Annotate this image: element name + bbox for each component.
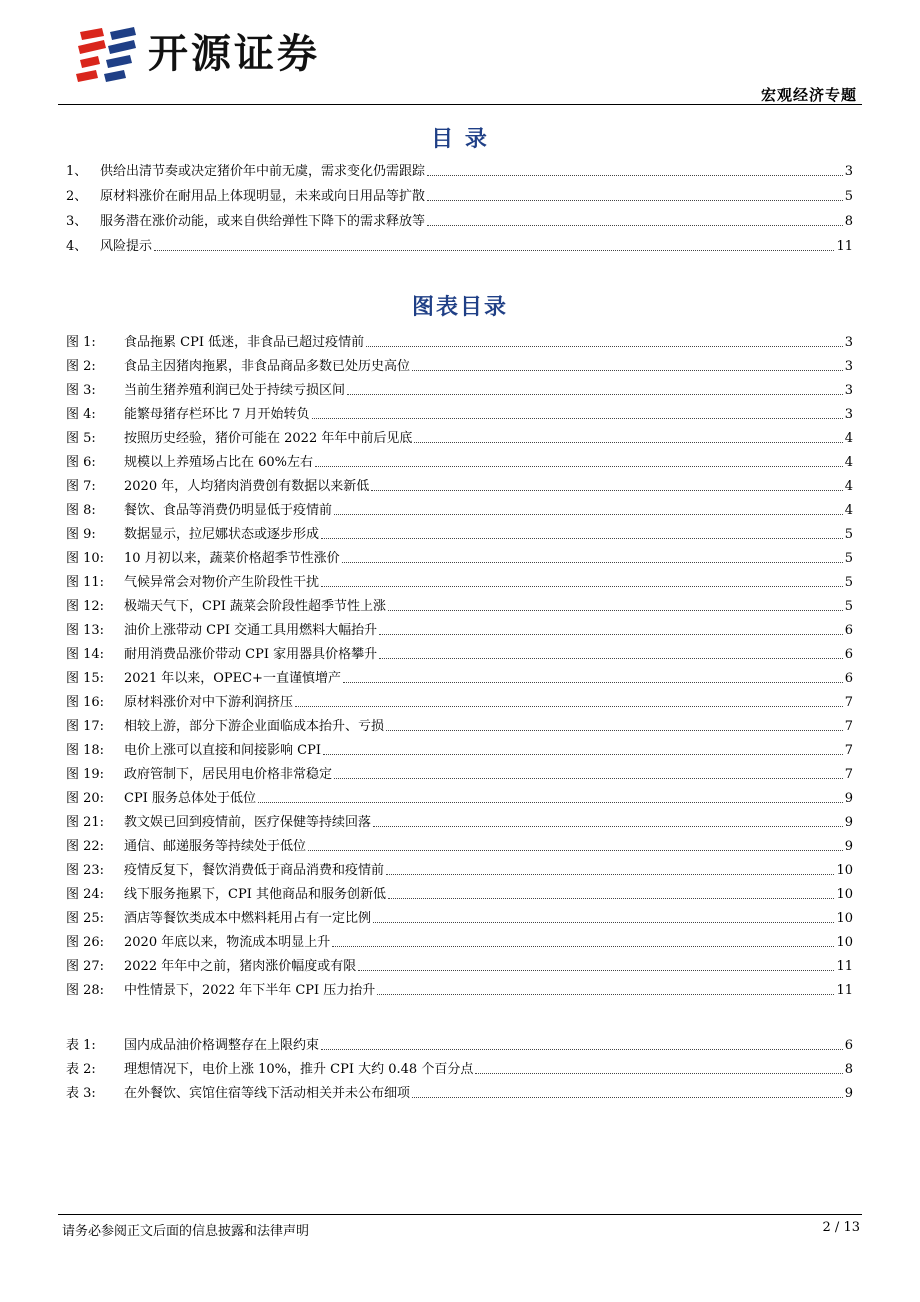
figure-entry-number: 图 28: bbox=[66, 983, 105, 998]
dot-leader bbox=[321, 586, 843, 587]
figure-entry-number: 图 24: bbox=[66, 887, 105, 902]
figure-entry-text: 相较上游，部分下游企业面临成本抬升、亏损 bbox=[124, 719, 385, 734]
figure-entry-number: 图 18: bbox=[66, 743, 105, 758]
figure-entry-text: 能繁母猪存栏环比 7 月开始转负 bbox=[124, 407, 310, 422]
company-name: 开源证券 bbox=[148, 31, 320, 77]
figure-entry-text: 教文娱已回到疫情前，医疗保健等持续回落 bbox=[124, 815, 372, 830]
table-entry-text: 国内成品油价格调整存在上限约束 bbox=[124, 1038, 320, 1053]
dot-leader bbox=[373, 826, 843, 827]
figure-entry-text: 原材料涨价对中下游利润挤压 bbox=[124, 695, 294, 710]
figure-entry-page: 3 bbox=[844, 359, 853, 374]
table-entry-number: 表 1: bbox=[66, 1038, 96, 1053]
figure-entry-page: 5 bbox=[844, 599, 853, 614]
toc-entry-page: 11 bbox=[836, 239, 853, 254]
figure-entry-text: 按照历史经验，猪价可能在 2022 年年中前后见底 bbox=[124, 431, 413, 446]
dot-leader bbox=[334, 778, 843, 779]
figure-entry-page: 5 bbox=[844, 551, 853, 566]
figure-entry[interactable] bbox=[66, 859, 853, 879]
table-entry[interactable] bbox=[66, 1034, 853, 1054]
figure-entry[interactable] bbox=[66, 907, 853, 927]
figure-entry-number: 图 23: bbox=[66, 863, 105, 878]
dot-leader bbox=[321, 1049, 843, 1050]
figure-entry-text: 中性情景下，2022 年下半年 CPI 压力抬升 bbox=[124, 983, 376, 998]
figure-entry-page: 9 bbox=[844, 791, 853, 806]
figure-entry-text: 极端天气下，CPI 蔬菜会阶段性超季节性上涨 bbox=[124, 599, 386, 614]
figure-entry-text: 2020 年，人均猪肉消费创有数据以来新低 bbox=[124, 479, 370, 494]
figure-entry-page: 3 bbox=[844, 407, 853, 422]
figure-entry-page: 4 bbox=[844, 479, 853, 494]
header-divider bbox=[58, 104, 862, 105]
dot-leader bbox=[258, 802, 843, 803]
toc-entry-number: 2、 bbox=[66, 189, 88, 204]
figure-entry[interactable] bbox=[66, 571, 853, 591]
dot-leader bbox=[154, 250, 834, 251]
toc-entry-number: 1、 bbox=[66, 164, 88, 179]
toc-entry-page: 3 bbox=[844, 164, 853, 179]
dot-leader bbox=[334, 514, 843, 515]
figure-entry-number: 图 14: bbox=[66, 647, 105, 662]
dot-leader bbox=[295, 706, 843, 707]
dot-leader bbox=[379, 634, 843, 635]
figure-entry-page: 4 bbox=[844, 503, 853, 518]
figure-entry-text: 当前生猪养殖利润已处于持续亏损区间 bbox=[124, 383, 346, 398]
figure-entry-text: 规模以上养殖场占比在 60%左右 bbox=[124, 455, 314, 470]
table-entry-page: 8 bbox=[844, 1062, 853, 1077]
figure-entry[interactable] bbox=[66, 595, 853, 615]
figure-entry-page: 6 bbox=[844, 647, 853, 662]
company-logo-icon bbox=[74, 26, 138, 82]
figure-entry[interactable] bbox=[66, 739, 853, 759]
figure-entry[interactable] bbox=[66, 547, 853, 567]
dot-leader bbox=[386, 874, 834, 875]
figure-entry-number: 图 15: bbox=[66, 671, 105, 686]
figure-entry-page: 7 bbox=[844, 695, 853, 710]
figure-entry-text: 食品拖累 CPI 低迷，非食品已超过疫情前 bbox=[124, 335, 365, 350]
dot-leader bbox=[379, 658, 843, 659]
figure-entry-number: 图 22: bbox=[66, 839, 105, 854]
toc-entry-number: 3、 bbox=[66, 214, 88, 229]
figure-entry-number: 图 27: bbox=[66, 959, 105, 974]
dot-leader bbox=[414, 442, 842, 443]
figure-entry-text: 2022 年年中之前，猪肉涨价幅度或有限 bbox=[124, 959, 357, 974]
figure-entry[interactable] bbox=[66, 403, 853, 423]
table-entry-text: 在外餐饮、宾馆住宿等线下活动相关并未公布细项 bbox=[124, 1086, 411, 1101]
figure-entry-number: 图 17: bbox=[66, 719, 105, 734]
figure-entry-text: 线下服务拖累下，CPI 其他商品和服务创新低 bbox=[124, 887, 386, 902]
dot-leader bbox=[323, 754, 843, 755]
table-entry[interactable] bbox=[66, 1082, 853, 1102]
figure-entry-page: 9 bbox=[844, 815, 853, 830]
figure-entry-number: 图 16: bbox=[66, 695, 105, 710]
figure-entry[interactable] bbox=[66, 955, 853, 975]
dot-leader bbox=[412, 370, 843, 371]
figure-entry-page: 3 bbox=[844, 383, 853, 398]
figure-entry[interactable] bbox=[66, 931, 853, 951]
figure-entry[interactable] bbox=[66, 835, 853, 855]
dot-leader bbox=[475, 1073, 842, 1074]
figure-entry-number: 图 26: bbox=[66, 935, 105, 950]
figure-entry-page: 4 bbox=[844, 455, 853, 470]
dot-leader bbox=[371, 490, 843, 491]
figure-entry-page: 7 bbox=[844, 767, 853, 782]
figure-entry-page: 9 bbox=[844, 839, 853, 854]
dot-leader bbox=[386, 730, 843, 731]
figure-entry-text: 2020 年底以来，物流成本明显上升 bbox=[124, 935, 331, 950]
figure-entry-number: 图 5: bbox=[66, 431, 96, 446]
figure-entry[interactable] bbox=[66, 763, 853, 783]
figure-entry-text: 10 月初以来，蔬菜价格超季节性涨价 bbox=[124, 551, 340, 566]
figure-entry-text: 疫情反复下，餐饮消费低于商品消费和疫情前 bbox=[124, 863, 385, 878]
figure-entry-page: 10 bbox=[836, 911, 853, 926]
figure-entry-number: 图 20: bbox=[66, 791, 105, 806]
dot-leader bbox=[332, 946, 834, 947]
dot-leader bbox=[373, 922, 834, 923]
dot-leader bbox=[312, 418, 843, 419]
toc-entry[interactable] bbox=[66, 210, 853, 230]
figure-entry-number: 图 13: bbox=[66, 623, 105, 638]
figure-entry-page: 10 bbox=[836, 935, 853, 950]
figure-entry-page: 11 bbox=[836, 959, 853, 974]
figure-entry-page: 5 bbox=[844, 575, 853, 590]
figure-entry[interactable] bbox=[66, 979, 853, 999]
figure-entry[interactable] bbox=[66, 499, 853, 519]
dot-leader bbox=[388, 898, 834, 899]
figure-entry-number: 图 11: bbox=[66, 575, 105, 590]
dot-leader bbox=[321, 538, 843, 539]
figure-entry[interactable] bbox=[66, 715, 853, 735]
dot-leader bbox=[427, 200, 843, 201]
figure-entry-number: 图 19: bbox=[66, 767, 105, 782]
figure-entry-number: 图 9: bbox=[66, 527, 96, 542]
figure-entry-number: 图 21: bbox=[66, 815, 105, 830]
figure-entry[interactable] bbox=[66, 691, 853, 711]
figure-entry-page: 6 bbox=[844, 671, 853, 686]
toc-entry[interactable] bbox=[66, 185, 853, 205]
toc-entry-page: 8 bbox=[844, 214, 853, 229]
toc-entry-number: 4、 bbox=[66, 239, 88, 254]
figure-entry-text: 油价上涨带动 CPI 交通工具用燃料大幅抬升 bbox=[124, 623, 378, 638]
dot-leader bbox=[343, 682, 843, 683]
table-entry-number: 表 2: bbox=[66, 1062, 96, 1077]
dot-leader bbox=[308, 850, 843, 851]
figure-entry-number: 图 12: bbox=[66, 599, 105, 614]
figure-entry-page: 3 bbox=[844, 335, 853, 350]
figure-entry[interactable] bbox=[66, 355, 853, 375]
table-entry-number: 表 3: bbox=[66, 1086, 96, 1101]
toc-entry-text: 风险提示 bbox=[100, 239, 153, 254]
figure-entry[interactable] bbox=[66, 523, 853, 543]
figure-entry-page: 7 bbox=[844, 719, 853, 734]
page-indicator: 2 / 13 bbox=[822, 1220, 860, 1235]
dot-leader bbox=[377, 994, 834, 995]
figure-toc-title: 图表目录 bbox=[411, 294, 508, 320]
figure-entry-text: 酒店等餐饮类成本中燃料耗用占有一定比例 bbox=[124, 911, 372, 926]
report-category: 宏观经济专题 bbox=[760, 86, 857, 104]
toc-entry-text: 供给出清节奏或决定猪价年中前无虞，需求变化仍需跟踪 bbox=[100, 164, 426, 179]
figure-entry[interactable] bbox=[66, 883, 853, 903]
figure-entry-number: 图 25: bbox=[66, 911, 105, 926]
figure-entry-text: 气候异常会对物价产生阶段性干扰 bbox=[124, 575, 320, 590]
dot-leader bbox=[315, 466, 843, 467]
toc-entry[interactable] bbox=[66, 235, 853, 255]
dot-leader bbox=[412, 1097, 843, 1098]
footer-disclaimer: 请务必参阅正文后面的信息披露和法律声明 bbox=[62, 1224, 310, 1239]
figure-entry-page: 7 bbox=[844, 743, 853, 758]
figure-entry[interactable] bbox=[66, 787, 853, 807]
toc-entry[interactable] bbox=[66, 160, 853, 180]
dot-leader bbox=[366, 346, 843, 347]
figure-entry-number: 图 4: bbox=[66, 407, 96, 422]
figure-entry-page: 4 bbox=[844, 431, 853, 446]
table-entry-text: 理想情况下，电价上涨 10%，推升 CPI 大约 0.48 个百分点 bbox=[124, 1062, 474, 1077]
figure-entry[interactable] bbox=[66, 331, 853, 351]
figure-entry[interactable] bbox=[66, 619, 853, 639]
dot-leader bbox=[358, 970, 834, 971]
dot-leader bbox=[347, 394, 843, 395]
figure-entry-page: 10 bbox=[836, 887, 853, 902]
toc-entry-page: 5 bbox=[844, 189, 853, 204]
figure-entry-number: 图 10: bbox=[66, 551, 105, 566]
figure-entry-text: 耐用消费品涨价带动 CPI 家用器具价格攀升 bbox=[124, 647, 378, 662]
toc-title: 目 录 bbox=[431, 126, 489, 152]
figure-entry-number: 图 8: bbox=[66, 503, 96, 518]
figure-entry-page: 6 bbox=[844, 623, 853, 638]
figure-entry-text: 餐饮、食品等消费仍明显低于疫情前 bbox=[124, 503, 333, 518]
figure-entry-text: 2021 年以来，OPEC+一直谨慎增产 bbox=[124, 671, 341, 686]
figure-entry[interactable] bbox=[66, 379, 853, 399]
table-entry-page: 6 bbox=[844, 1038, 853, 1053]
figure-entry[interactable] bbox=[66, 811, 853, 831]
figure-entry-text: 电价上涨可以直接和间接影响 CPI bbox=[124, 743, 321, 758]
figure-entry-number: 图 3: bbox=[66, 383, 96, 398]
figure-entry-text: 数据显示，拉尼娜状态或逐步形成 bbox=[124, 527, 320, 542]
footer-divider bbox=[58, 1214, 862, 1215]
figure-entry-number: 图 1: bbox=[66, 335, 96, 350]
figure-entry-text: CPI 服务总体处于低位 bbox=[124, 791, 256, 806]
figure-entry[interactable] bbox=[66, 475, 853, 495]
figure-entry[interactable] bbox=[66, 427, 853, 447]
figure-entry[interactable] bbox=[66, 667, 853, 687]
dot-leader bbox=[427, 225, 843, 226]
figure-entry-page: 11 bbox=[836, 983, 853, 998]
figure-entry[interactable] bbox=[66, 451, 853, 471]
figure-entry-number: 图 2: bbox=[66, 359, 96, 374]
company-logo bbox=[74, 26, 320, 82]
figure-entry[interactable] bbox=[66, 643, 853, 663]
figure-entry-text: 食品主因猪肉拖累，非食品商品多数已处历史高位 bbox=[124, 359, 411, 374]
dot-leader bbox=[427, 175, 843, 176]
dot-leader bbox=[388, 610, 843, 611]
figure-entry-text: 政府管制下，居民用电价格非常稳定 bbox=[124, 767, 333, 782]
figure-entry-number: 图 7: bbox=[66, 479, 96, 494]
table-entry[interactable] bbox=[66, 1058, 853, 1078]
toc-entry-text: 原材料涨价在耐用品上体现明显，未来或向日用品等扩散 bbox=[100, 189, 426, 204]
figure-entry-text: 通信、邮递服务等持续处于低位 bbox=[124, 839, 307, 854]
figure-entry-page: 5 bbox=[844, 527, 853, 542]
toc-entry-text: 服务潜在涨价动能，或来自供给弹性下降下的需求释放等 bbox=[100, 214, 426, 229]
dot-leader bbox=[342, 562, 843, 563]
table-entry-page: 9 bbox=[844, 1086, 853, 1101]
figure-entry-number: 图 6: bbox=[66, 455, 96, 470]
figure-entry-page: 10 bbox=[836, 863, 853, 878]
